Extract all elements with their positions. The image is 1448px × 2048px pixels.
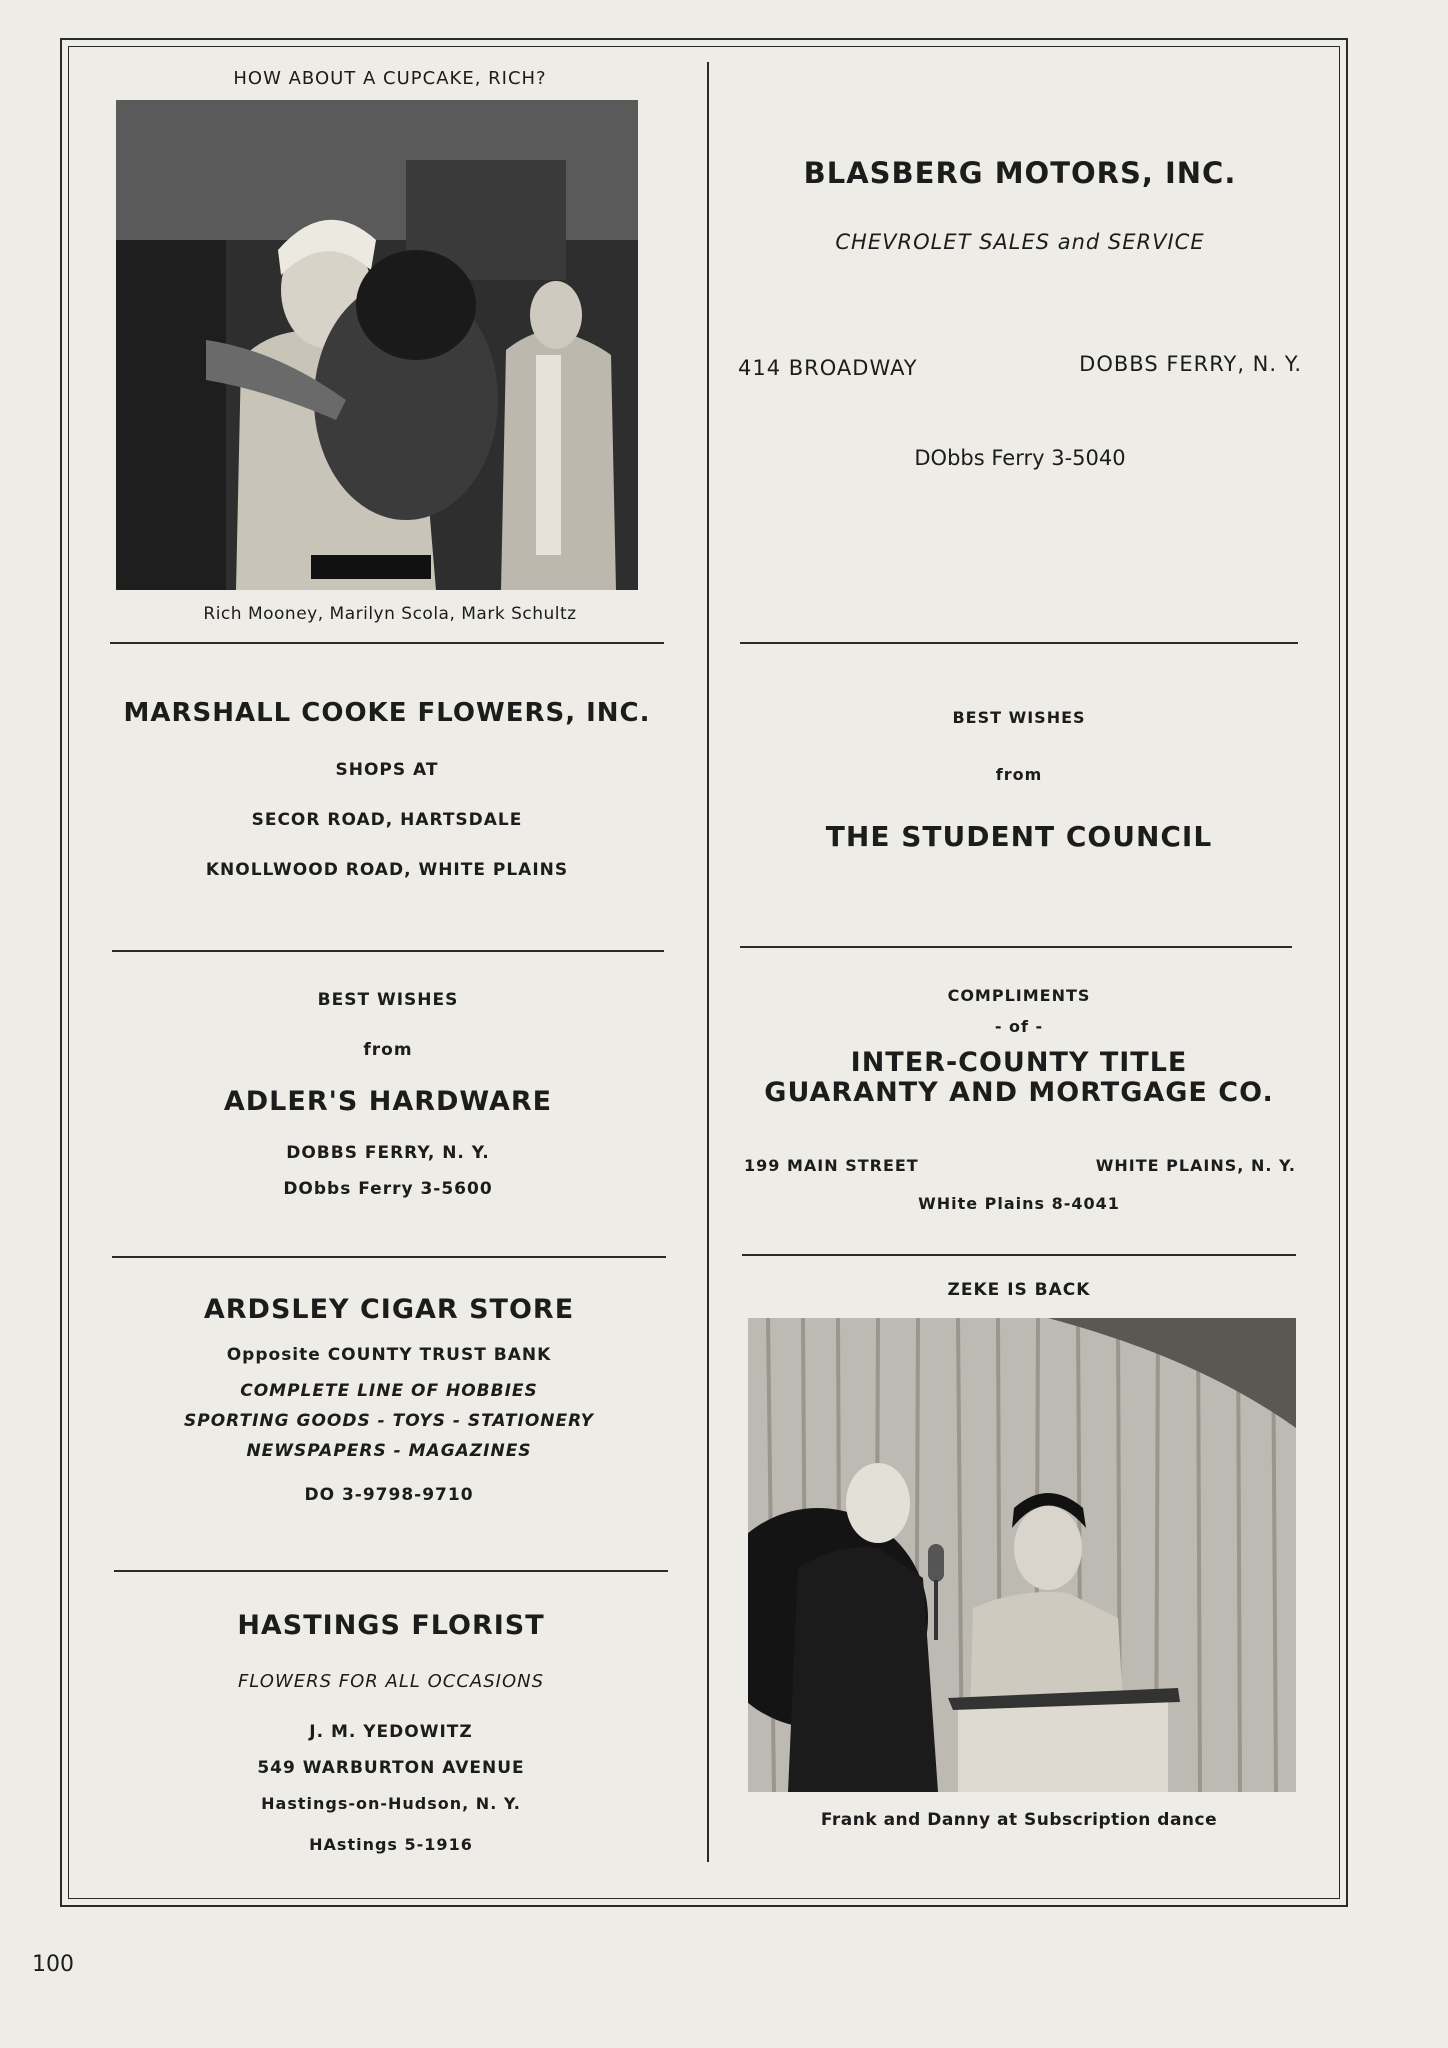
intercounty-city: WHITE PLAINS, N. Y. [1095,1156,1296,1175]
marshall-line1: SHOPS AT [335,760,439,780]
ad-hastings-florist [114,1610,668,1854]
hastings-name: HASTINGS FLORIST [237,1610,545,1641]
ad-ardsley-cigar [112,1294,666,1505]
ad-adlers-hardware [112,990,664,1199]
photo-zeke [748,1318,1296,1792]
council-pre: BEST WISHES [952,708,1086,727]
marshall-line2: SECOR ROAD, HARTSDALE [251,810,523,830]
ad-blasberg-motors [730,156,1310,254]
intercounty-phone: WHite Plains 8-4041 [918,1194,1120,1213]
photo2-caption-bottom: Frank and Danny at Subscription dance [820,1810,1218,1830]
photo-cupcake [116,100,638,590]
ardsley-line3: SPORTING GOODS - TOYS - STATIONERY [184,1411,594,1431]
ad-inter-county [740,986,1298,1107]
blasberg-city: DOBBS FERRY, N. Y. [1079,352,1302,376]
ardsley-name: ARDSLEY CIGAR STORE [203,1294,575,1325]
intercounty-name1: INTER-COUNTY TITLE [850,1047,1188,1078]
right-rule-3 [742,1254,1296,1256]
ardsley-line1: Opposite COUNTY TRUST BANK [226,1345,552,1365]
hastings-tagline: FLOWERS FOR ALL OCCASIONS [237,1671,545,1692]
blasberg-tagline: CHEVROLET SALES and SERVICE [835,230,1205,254]
adler-name: ADLER'S HARDWARE [223,1086,553,1117]
ardsley-phone: DO 3-9798-9710 [304,1485,474,1505]
ad-student-council [740,708,1298,853]
intercounty-of: - of - [994,1017,1044,1036]
ad-marshall-cooke [110,698,664,880]
marshall-line3: KNOLLWOOD ROAD, WHITE PLAINS [205,860,569,880]
photo2-caption-top: ZEKE IS BACK [947,1280,1091,1300]
left-rule-1 [110,642,664,644]
page-number: 100 [32,1952,74,1977]
hastings-street: 549 WARBURTON AVENUE [257,1758,525,1778]
photo-cupcake-image [116,100,638,590]
adler-from: from [363,1040,413,1060]
intercounty-street: 199 MAIN STREET [744,1156,919,1175]
column-divider [707,62,709,1862]
adler-pre: BEST WISHES [317,990,459,1010]
photo1-caption-bottom: Rich Mooney, Marilyn Scola, Mark Schultz [203,604,577,624]
right-rule-1 [740,642,1298,644]
intercounty-pre: COMPLIMENTS [947,986,1091,1005]
adler-city: DOBBS FERRY, N. Y. [286,1143,490,1163]
left-rule-3 [112,1256,666,1258]
right-rule-2 [740,946,1292,948]
adler-phone: DObbs Ferry 3-5600 [283,1179,493,1199]
council-from: from [995,765,1043,784]
hastings-phone: HAstings 5-1916 [309,1835,473,1854]
hastings-city: Hastings-on-Hudson, N. Y. [261,1794,521,1813]
intercounty-name2: GUARANTY AND MORTGAGE CO. [764,1076,1274,1108]
blasberg-phone: DObbs Ferry 3-5040 [914,446,1126,470]
left-rule-2 [112,950,664,952]
marshall-name: MARSHALL COOKE FLOWERS, INC. [123,698,651,728]
left-rule-4 [114,1570,668,1572]
blasberg-name: BLASBERG MOTORS, INC. [803,156,1237,190]
council-name: THE STUDENT COUNCIL [825,820,1213,853]
ardsley-line4: NEWSPAPERS - MAGAZINES [246,1441,532,1461]
ardsley-line2: COMPLETE LINE OF HOBBIES [240,1381,538,1401]
photo1-caption-top: HOW ABOUT A CUPCAKE, RICH? [233,68,547,89]
blasberg-street: 414 BROADWAY [738,356,918,380]
hastings-owner: J. M. YEDOWITZ [309,1722,473,1742]
photo-zeke-image [748,1318,1296,1792]
